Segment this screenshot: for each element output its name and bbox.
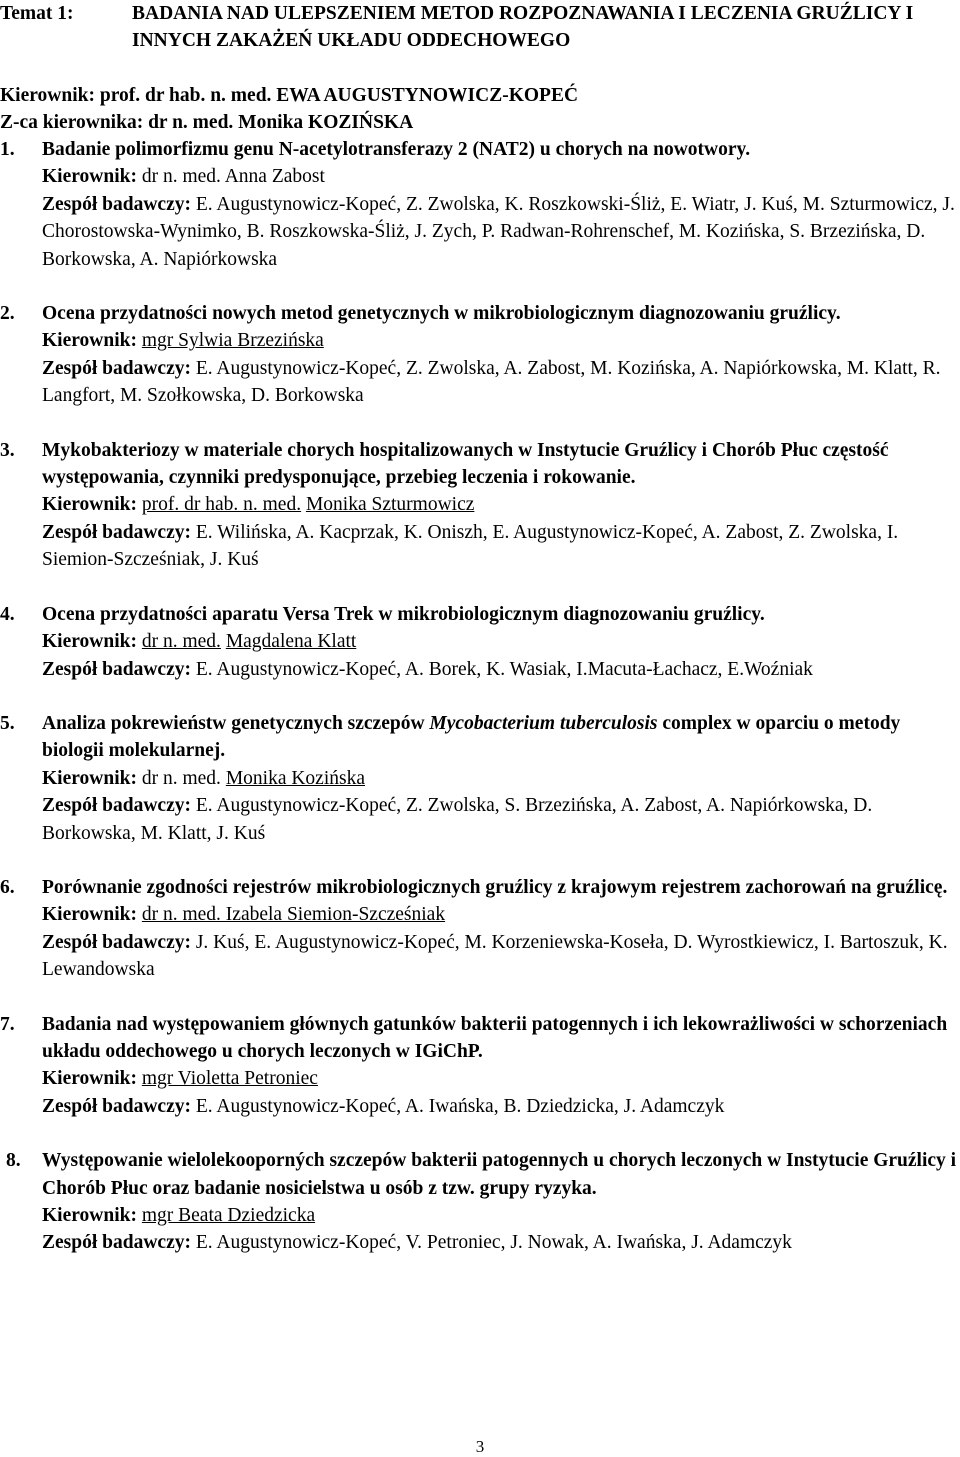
- kierownik-prefix: dr n. med.: [141, 631, 221, 653]
- heads-block: [0, 82, 960, 137]
- zca-label: Z-ca kierownika:: [0, 112, 144, 134]
- kierownik-label: Kierownik:: [42, 631, 137, 653]
- kierownik-label: Kierownik:: [0, 84, 95, 106]
- zespol-label: Zespół badawczy:: [42, 931, 191, 953]
- project-kierownik: [42, 901, 960, 928]
- project-title: Ocena przydatności aparatu Versa Trek w mikrobiologicznym diagnozowaniu gruźlicy.: [42, 603, 765, 625]
- zespol-members: E. Augustynowicz-Kopeć, V. Petroniec, J. Nowak, A. Iwańska, J. Adamczyk: [195, 1232, 792, 1254]
- project-number: 1.: [0, 139, 15, 160]
- project-kierownik: [42, 491, 960, 518]
- project-title: Porównanie zgodności rejestrów mikrobiologicznych gruźlicy z krajowym rejestrem zachorowań na gruźlicę.: [42, 876, 948, 898]
- kierownik-name: Monika Szturmowicz: [305, 494, 475, 516]
- project-title: Ocena przydatności nowych metod genetycznych w mikrobiologicznym diagnozowaniu gruźlicy.: [42, 303, 841, 325]
- kierownik-name: mgr Violetta Petroniec: [141, 1068, 318, 1090]
- zespol-members: E. Augustynowicz-Kopeć, Z. Zwolska, K. Roszkowski-Śliż, E. Wiatr, J. Kuś, M. Szturmowicz, J. Chorostowska-Wynimko, B. Roszkowska-Śliż, J. Zych, P. Radwan-Rohrenschef, M. Kozińska, S. Brzezińska, D. Borkowska, A. Napiórkowska: [42, 193, 955, 270]
- project-number: 6.: [0, 876, 15, 898]
- zca-name: dr n. med. Monika KOZIŃSKA: [148, 112, 414, 134]
- project-number: 2.: [0, 303, 15, 325]
- kierownik-label: Kierownik:: [42, 494, 137, 516]
- project-zespol: [42, 1093, 960, 1120]
- project-item: [0, 710, 960, 847]
- project-zespol: [42, 519, 960, 574]
- page-number: 3: [475, 1437, 485, 1456]
- project-zespol: [42, 1229, 960, 1256]
- temat-title: BADANIA NAD ULEPSZENIEM METOD ROZPOZNAWANIA I LECZENIA GRUŹLICY I INNYCH ZAKAŻEŃ UKŁADU ODDECHOWEGO: [132, 3, 914, 52]
- zespol-label: Zespół badawczy:: [42, 1095, 191, 1117]
- zespol-label: Zespół badawczy:: [42, 795, 191, 817]
- temat-row: [0, 0, 960, 55]
- zespol-members: J. Kuś, E. Augustynowicz-Kopeć, M. Korzeniewska-Koseła, D. Wyrostkiewicz, I. Bartoszuk, K. Lewandowska: [42, 931, 948, 981]
- kierownik-label: Kierownik:: [42, 1205, 137, 1226]
- zca-line: [0, 109, 960, 136]
- project-zespol: [42, 929, 960, 984]
- project-number: 5.: [0, 712, 15, 734]
- zespol-label: Zespół badawczy:: [42, 1232, 191, 1254]
- project-kierownik: [42, 1202, 960, 1229]
- species-name: Mycobacterium tuberculosis: [429, 712, 658, 734]
- kierownik-label: Kierownik:: [42, 767, 137, 789]
- project-zespol: [42, 792, 960, 847]
- project-item: [0, 136, 960, 273]
- kierownik-line: [0, 82, 960, 109]
- zespol-members: E. Wilińska, A. Kacprzak, K. Oniszh, E. Augustynowicz-Kopeć, A. Zabost, Z. Zwolska, I. Siemion-Szcześniak, J. Kuś: [42, 521, 899, 571]
- project-item: [0, 1011, 960, 1121]
- project-kierownik: [42, 628, 960, 655]
- zespol-label: Zespół badawczy:: [42, 357, 191, 379]
- project-body: [42, 437, 960, 574]
- kierownik-label: Kierownik:: [42, 904, 137, 926]
- zespol-label: Zespół badawczy:: [42, 521, 191, 543]
- kierownik-name: Monika Kozińska: [225, 767, 365, 789]
- kierownik-prefix: dr n. med.: [141, 767, 221, 789]
- kierownik-name: mgr Beata Dziedzicka: [141, 1205, 316, 1226]
- project-body: [42, 710, 960, 847]
- project-item: [0, 300, 960, 410]
- project-zespol: [42, 656, 960, 683]
- project-number: 8.: [6, 1150, 21, 1172]
- project-item: [0, 437, 960, 574]
- kierownik-label: Kierownik:: [42, 166, 137, 188]
- project-zespol: [42, 355, 960, 410]
- project-number: 7.: [0, 1013, 15, 1035]
- kierownik-label: Kierownik:: [42, 1068, 137, 1090]
- project-item: [0, 601, 960, 683]
- project-title: [42, 710, 960, 765]
- project-title: Badanie polimorfizmu genu N-acetylotransferazy 2 (NAT2) u chorych na nowotwory.: [42, 139, 751, 160]
- zespol-label: Zespół badawczy:: [42, 193, 191, 215]
- zespol-label: Zespół badawczy:: [42, 658, 191, 680]
- project-body: [42, 300, 960, 410]
- kierownik-name: dr n. med. Izabela Siemion-Szcześniak: [141, 904, 446, 926]
- project-body: [42, 1011, 960, 1121]
- project-body: [42, 601, 960, 683]
- project-kierownik: [42, 1065, 960, 1092]
- project-body: [42, 874, 960, 984]
- kierownik-label: Kierownik:: [42, 330, 137, 352]
- project-title: Występowanie wielolekooporných szczepów bakterii patogennych u chorych leczonych w Instytucie Gruźlicy i Chorób Płuc oraz badanie nosicielstwa u osób z tzw. grupy ryzyka.: [42, 1150, 957, 1199]
- project-kierownik: [42, 765, 960, 792]
- temat-label: Temat 1:: [0, 3, 74, 24]
- kierownik-name: Magdalena Klatt: [225, 631, 357, 653]
- project-number: 4.: [0, 603, 15, 625]
- project-kierownik: [42, 163, 960, 190]
- project-zespol: [42, 191, 960, 273]
- project-number: 3.: [0, 439, 15, 461]
- project-list: [0, 136, 960, 1257]
- project-body: [42, 1147, 960, 1257]
- zespol-members: E. Augustynowicz-Kopeć, A. Iwańska, B. Dziedzicka, J. Adamczyk: [195, 1095, 725, 1117]
- project-body: [42, 136, 960, 273]
- project-title: Mykobakteriozy w materiale chorych hospitalizowanych w Instytucie Gruźlicy i Chorób Płuc częstość występowania, czynniki predysponujące, przebieg leczenia i rokowanie.: [42, 439, 889, 489]
- title-part: Analiza pokrewieństw genetycznych szczepów: [42, 712, 425, 734]
- project-title: Badania nad występowaniem głównych gatunków bakterii patogennych i ich lekowrażliwości w schorzeniach układu oddechowego u chorych leczonych w IGiChP.: [42, 1013, 948, 1062]
- project-item: [0, 1147, 960, 1257]
- zespol-members: E. Augustynowicz-Kopeć, Z. Zwolska, A. Zabost, M. Kozińska, A. Napiórkowska, M. Klatt, R. Langfort, M. Szołkowska, D. Borkowska: [42, 357, 941, 407]
- kierownik-prefix: prof. dr hab. n. med.: [141, 494, 302, 516]
- kierownik-name: dr n. med. Anna Zabost: [141, 166, 325, 188]
- zespol-members: E. Augustynowicz-Kopeć, Z. Zwolska, S. Brzezińska, A. Zabost, A. Napiórkowska, D. Borkowska, M. Klatt, J. Kuś: [42, 795, 873, 844]
- project-kierownik: [42, 327, 960, 354]
- kierownik-name: mgr Sylwia Brzezińska: [141, 330, 324, 352]
- kierownik-name: prof. dr hab. n. med. EWA AUGUSTYNOWICZ-KOPEĆ: [99, 84, 579, 106]
- zespol-members: E. Augustynowicz-Kopeć, A. Borek, K. Wasiak, I.Macuta-Łachacz, E.Woźniak: [195, 658, 813, 680]
- document-header: [0, 0, 960, 137]
- project-item: [0, 874, 960, 984]
- title-part: complex w oparciu o metody biologii molekularnej.: [42, 712, 901, 762]
